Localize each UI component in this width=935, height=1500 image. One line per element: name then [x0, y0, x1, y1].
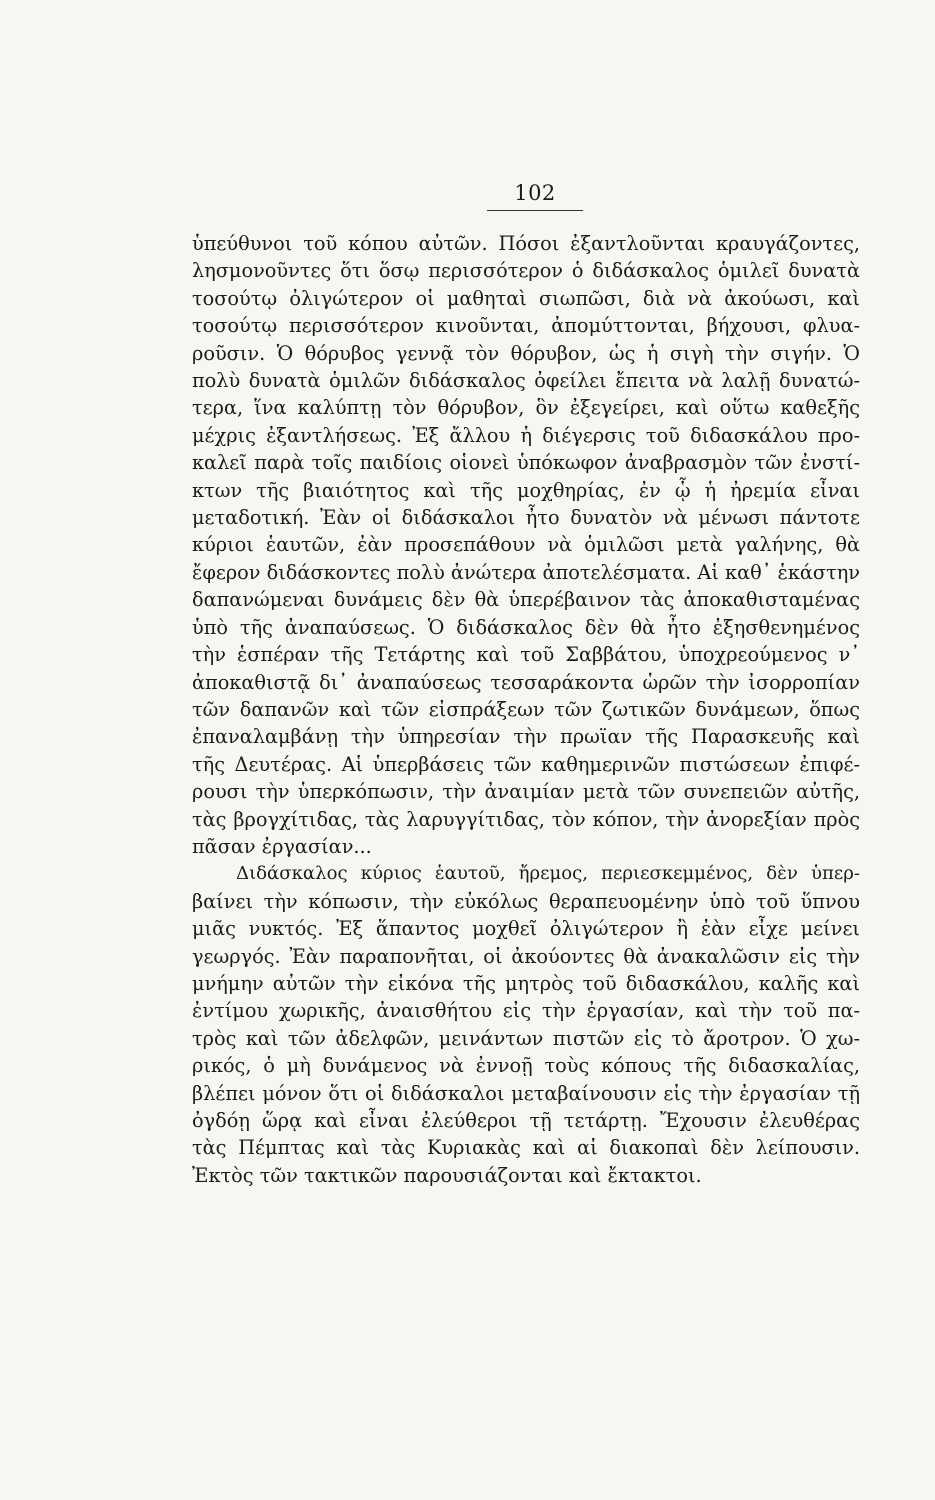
text-line: ἀποκαθιστᾷ δι᾽ ἀναπαύσεως τεσσαράκοντα ὡρῶν τὴν ἰσορροπίαν — [192, 670, 860, 694]
text-line: κύριοι ἑαυτῶν, ἐὰν προσεπάθουν νὰ ὁμιλῶσι μετὰ γαλήνης, θὰ — [192, 533, 860, 557]
text-line: τερα, ἵνα καλύπτῃ τὸν θόρυβον, ὃν ἐξεγείρει, καὶ οὕτω καθεξῆς — [192, 396, 860, 420]
text-line: ἔφερον διδάσκοντες πολὺ ἀνώτερα ἀποτελέσματα. Αἱ καθ᾽ ἑκάστην — [192, 560, 860, 584]
text-line: βαίνει τὴν κόπωσιν, τὴν εὐκόλως θεραπευομένην ὑπὸ τοῦ ὕπνου — [192, 889, 860, 913]
text-line: γεωργός. Ἐὰν παραπονῆται, οἱ ἀκούοντες θὰ ἀνακαλῶσιν εἰς τὴν — [192, 944, 860, 968]
text-line: πολὺ δυνατὰ ὁμιλῶν διδάσκαλος ὀφείλει ἔπειτα νὰ λαλῇ δυνατώ- — [192, 369, 860, 393]
text-line: λησμονοῦντες ὅτι ὅσῳ περισσότερον ὁ διδάσκαλος ὁμιλεῖ δυνατὰ — [192, 259, 860, 283]
text-line: ἐπαναλαμβάνῃ τὴν ὑπηρεσίαν τὴν πρωϊαν τῆς Παρασκευῆς καὶ — [192, 725, 860, 749]
text-line: τὰς βρογχίτιδας, τὰς λαρυγγίτιδας, τὸν κόπον, τὴν ἀνορεξίαν πρὸς — [192, 807, 860, 831]
text-line: τὴν ἑσπέραν τῆς Τετάρτης καὶ τοῦ Σαββάτου, ὑποχρεούμενος ν᾽ — [192, 643, 860, 667]
text-line: ὑπεύθυνοι τοῦ κόπου αὐτῶν. Πόσοι ἐξαντλοῦνται κραυγάζοντες, — [192, 232, 860, 255]
text-line: τρὸς καὶ τῶν ἀδελφῶν, μεινάντων πιστῶν εἰς τὸ ἄροτρον. Ὁ χω- — [192, 1026, 860, 1050]
text-line: ὀγδόῃ ὥρᾳ καὶ εἶναι ἐλεύθεροι τῇ τετάρτῃ. Ἔχουσιν ἐλευθέρας — [192, 1109, 860, 1132]
page-number-rule — [487, 210, 583, 211]
text-line: μιᾶς νυκτός. Ἐξ ἅπαντος μοχθεῖ ὀλιγώτερον ἢ ἐὰν εἶχε μείνει — [192, 917, 860, 941]
text-line: βλέπει μόνον ὅτι οἱ διδάσκαλοι μεταβαίνουσιν εἰς τὴν ἐργασίαν τῇ — [192, 1081, 860, 1105]
text-line: ἐντίμου χωρικῆς, ἀναισθήτου εἰς τὴν ἐργασίαν, καὶ τὴν τοῦ πα- — [192, 999, 860, 1023]
text-line: ροῦσιν. Ὁ θόρυβος γεννᾷ τὸν θόρυβον, ὡς ἡ σιγὴ τὴν σιγήν. Ὁ — [192, 341, 860, 365]
text-line: τοσούτῳ περισσότερον κινοῦνται, ἀπομύττονται, βήχουσι, φλυα- — [192, 314, 860, 338]
body-text — [192, 230, 860, 1189]
text-line: Ἐκτὸς τῶν τακτικῶν παρουσιάζονται καὶ ἔκτακτοι. — [192, 1163, 702, 1187]
text-line: μνήμην αὐτῶν τὴν εἰκόνα τῆς μητρὸς τοῦ διδασκάλου, καλῆς καὶ — [192, 971, 860, 995]
text-line: τοσούτῳ ὀλιγώτερον οἱ μαθηταὶ σιωπῶσι, διὰ νὰ ἀκούωσι, καὶ — [192, 286, 860, 310]
text-line: ρικός, ὁ μὴ δυνάμενος νὰ ἐννοῇ τοὺς κόπους τῆς διδασκαλίας, — [192, 1054, 860, 1078]
text-line: τῶν δαπανῶν καὶ τῶν εἰσπράξεων τῶν ζωτικῶν δυνάμεων, ὅπως — [192, 697, 860, 721]
text-line: κτων τῆς βιαιότητος καὶ τῆς μοχθηρίας, ἐν ᾧ ἡ ἠρεμία εἶναι — [192, 478, 860, 502]
text-line: μεταδοτική. Ἐὰν οἱ διδάσκαλοι ἦτο δυνατὸν νὰ μένωσι πάντοτε — [192, 506, 860, 530]
text-line: δαπανώμεναι δυνάμεις δὲν θὰ ὑπερέβαινον τὰς ἀποκαθισταμένας — [192, 588, 860, 612]
text-line: καλεῖ παρὰ τοῖς παιδίοις οἱονεὶ ὑπόκωφον ἀναβρασμὸν τῶν ἐνστί- — [192, 451, 860, 475]
text-line: πᾶσαν ἐργασίαν... — [192, 834, 372, 858]
text-line: ρουσι τὴν ὑπερκόπωσιν, τὴν ἀναιμίαν μετὰ τῶν συνεπειῶν αὐτῆς, — [192, 780, 860, 804]
text-line: Διδάσκαλος κύριος ἑαυτοῦ, ἤρεμος, περιεσκεμμένος, δὲν ὑπερ- — [236, 863, 860, 885]
page-number: 102 — [514, 181, 556, 205]
text-line: τῆς Δευτέρας. Αἱ ὑπερβάσεις τῶν καθημερινῶν πιστώσεων ἐπιφέ- — [192, 752, 860, 776]
text-line: ὑπὸ τῆς ἀναπαύσεως. Ὁ διδάσκαλος δὲν θὰ ἦτο ἐξησθενημένος — [192, 615, 860, 639]
text-line: μέχρις ἐξαντλήσεως. Ἐξ ἄλλου ἡ διέγερσις τοῦ διδασκάλου προ- — [192, 423, 860, 447]
text-line: τὰς Πέμπτας καὶ τὰς Κυριακὰς καὶ αἱ διακοπαὶ δὲν λείπουσιν. — [192, 1136, 860, 1160]
